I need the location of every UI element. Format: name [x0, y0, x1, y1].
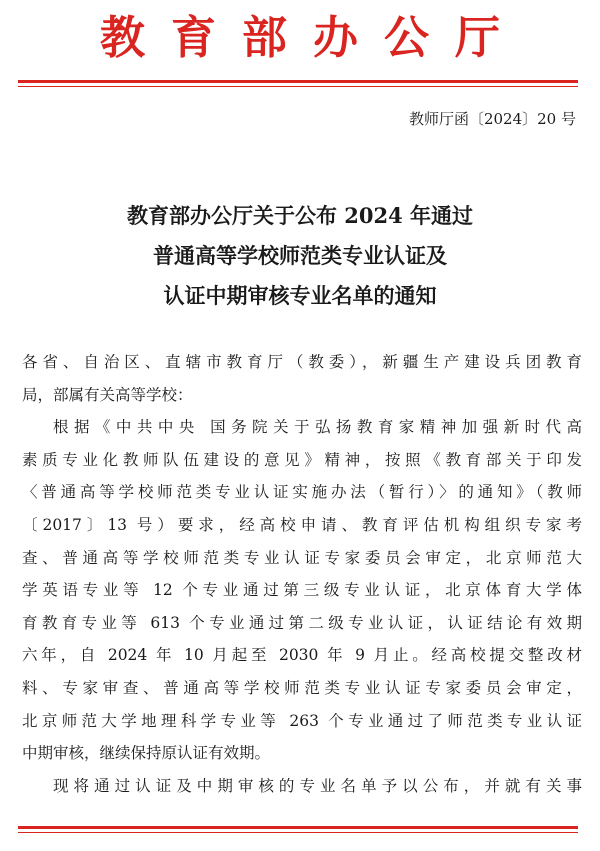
paragraph-line: 〔2017〕13 号）要求，经高校申请、教育评估机构组织专家考 — [22, 515, 582, 534]
paragraph-line: 〈普通高等学校师范类专业认证实施办法（暂行）〉的通知》（教师 — [22, 483, 582, 502]
masthead-rule-thin — [18, 86, 578, 87]
document-number: 教师厅函〔2024〕20 号 — [408, 110, 576, 128]
paragraph-line: 根据《中共中央 国务院关于弘扬教育家精神加强新时代高 — [53, 418, 582, 437]
paragraph-line: 育教育专业等 613 个专业通过第二级专业认证，认证结论有效期 — [22, 613, 582, 632]
footer-rule-thick — [18, 826, 578, 829]
paragraph-line: 北京师范大学地理科学专业等 263 个专业通过了师范类专业认证 — [22, 711, 582, 730]
paragraph-line: 素质专业化教师队伍建设的意见》精神，按照《教育部关于印发 — [22, 450, 582, 469]
paragraph-line: 六年，自 2024 年 10 月起至 2030 年 9 月止。经高校提交整改材 — [22, 646, 582, 665]
document-title — [0, 196, 600, 316]
body-paragraph-1 — [22, 411, 582, 770]
paragraph-line: 学英语专业等 12 个专业通过第三级专业认证，北京体育大学体 — [22, 581, 582, 600]
masthead-rule-thick — [18, 80, 578, 83]
title-line-1: 教育部办公厅关于公布 2024 年通过 — [126, 203, 474, 228]
body-paragraph-2 — [22, 770, 582, 803]
footer-rule-thin — [18, 832, 578, 833]
addressee-line: 局，部属有关高等学校： — [22, 385, 193, 404]
addressee-line: 各省、自治区、直辖市教育厅（教委），新疆生产建设兵团教育 — [22, 353, 582, 371]
paragraph-line: 查、普通高等学校师范类专业认证专家委员会审定，北京师范大 — [22, 548, 582, 567]
addressee-paragraph — [22, 346, 582, 411]
title-line-3: 认证中期审核专业名单的通知 — [163, 283, 437, 308]
masthead: 教育部办公厅 — [99, 11, 526, 64]
paragraph-line: 料、专家审查、普通高等学校师范类专业认证专家委员会审定， — [22, 678, 582, 697]
paragraph-line: 中期审核，继续保持原认证有效期。 — [22, 744, 271, 763]
title-line-2: 普通高等学校师范类专业认证及 — [153, 243, 447, 268]
document-body — [22, 346, 582, 802]
paragraph-line: 现将通过认证及中期审核的专业名单予以公布，并就有关事 — [53, 776, 582, 795]
